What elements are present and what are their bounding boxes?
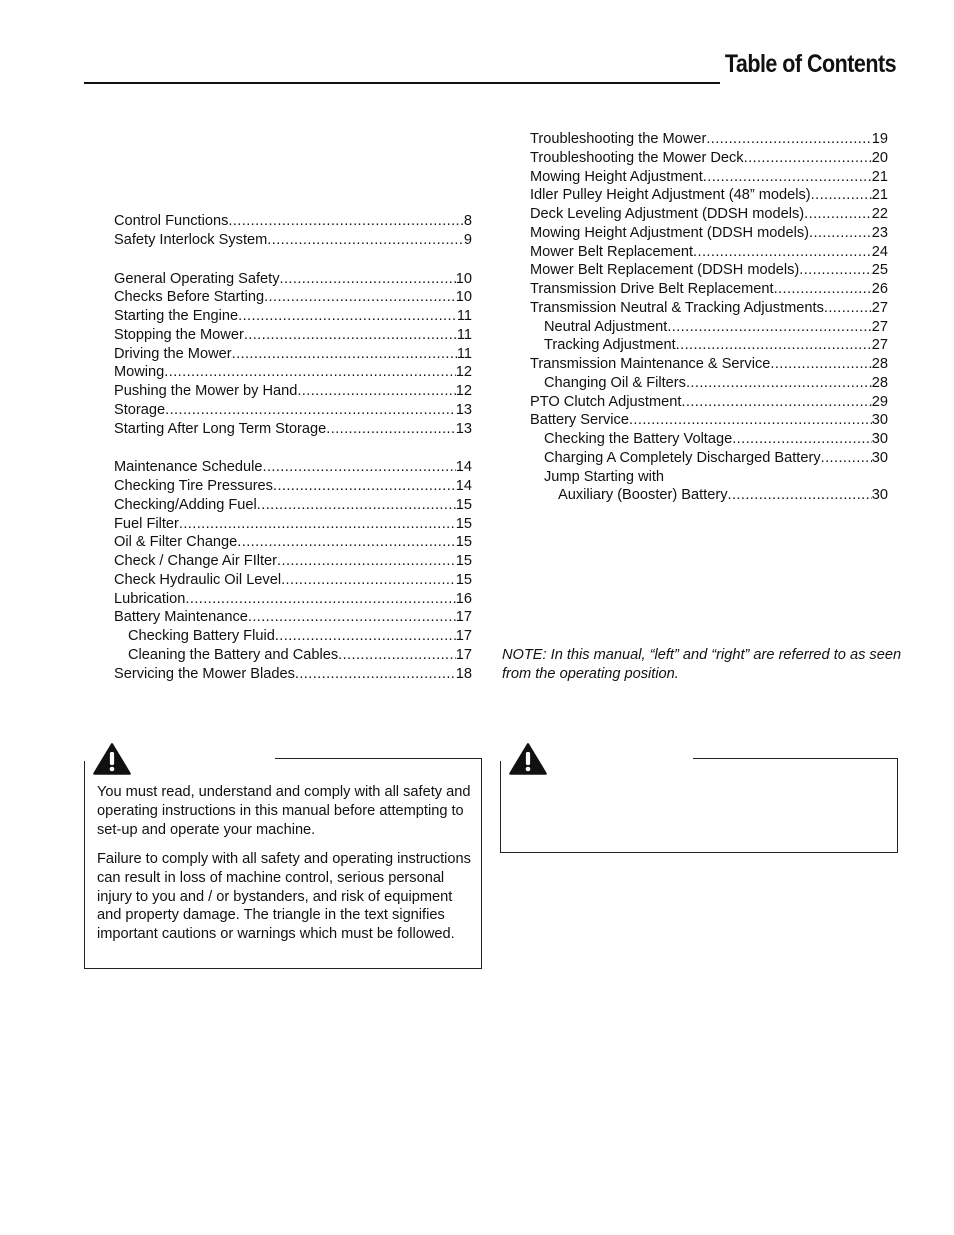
toc-entry[interactable] (114, 382, 472, 401)
warning-paragraph: Failure to comply with all safety and operating instructions can result in loss of machine control, serious personal injury to you and / or bystanders, and risk of equipment and property damage. The triangle in the text signifies important cautions or warnings which must be followed. (97, 850, 471, 943)
toc-entry[interactable] (530, 336, 888, 355)
toc-right-column (530, 130, 888, 505)
toc-entry[interactable] (530, 243, 888, 262)
toc-entry-label: Transmission Neutral & Tracking Adjustments (530, 299, 824, 316)
toc-dot-leader (281, 571, 456, 590)
toc-dot-leader (295, 665, 456, 684)
toc-entry-label: Stopping the Mower (114, 326, 244, 343)
toc-entry[interactable] (114, 326, 472, 345)
toc-entry-label: Maintenance Schedule (114, 459, 263, 476)
toc-dot-leader (297, 382, 455, 401)
toc-entry-label: Servicing the Mower Blades (114, 665, 295, 682)
toc-entry-label: Battery Service (530, 412, 629, 429)
title-rule (84, 82, 720, 84)
toc-entry-label: Driving the Mower (114, 345, 232, 362)
toc-page-number: 30 (871, 431, 888, 447)
toc-dot-leader (280, 270, 456, 289)
toc-page-number: 23 (871, 224, 888, 241)
toc-entry[interactable] (114, 231, 472, 250)
toc-entry-label: Pushing the Mower by Hand (114, 383, 298, 399)
toc-entry-label: Troubleshooting the Mower (530, 131, 707, 147)
toc-dot-leader (185, 590, 455, 609)
toc-page-number: 15 (455, 553, 472, 569)
toc-entry[interactable] (114, 646, 472, 665)
toc-entry[interactable] (530, 468, 888, 487)
toc-page-number: 27 (871, 299, 888, 316)
warning-text-left (97, 783, 473, 954)
toc-page-number: 10 (455, 270, 472, 287)
toc-entry[interactable] (114, 665, 472, 684)
toc-page-number: 17 (455, 628, 472, 644)
toc-dot-leader (676, 336, 872, 355)
page-title: Table of Contents (724, 50, 896, 78)
toc-entry-label: Safety Interlock System (114, 231, 268, 248)
toc-page-number: 15 (455, 534, 472, 551)
toc-page-number: 16 (455, 590, 472, 607)
toc-dot-leader (703, 168, 872, 187)
toc-page-number: 12 (455, 383, 472, 399)
toc-page-number: 14 (455, 459, 472, 476)
toc-page-number: 26 (871, 281, 888, 297)
toc-page-number: 8 (463, 213, 472, 229)
toc-entry-label: General Operating Safety (114, 270, 280, 287)
toc-entry[interactable] (530, 168, 888, 187)
toc-dot-leader (273, 477, 456, 496)
toc-page-number: 15 (455, 571, 472, 588)
toc-entry[interactable] (114, 401, 472, 420)
toc-dot-leader (267, 231, 464, 250)
toc-page-number: 27 (871, 337, 888, 354)
toc-entry-label: Checking Tire Pressures (114, 478, 273, 494)
toc-entry-label: Charging A Completely Discharged Battery (544, 449, 821, 466)
toc-dot-leader (681, 393, 871, 412)
toc-page-number: 14 (455, 478, 472, 494)
toc-entry[interactable] (530, 374, 888, 393)
toc-dot-leader (811, 186, 872, 205)
toc-entry[interactable] (114, 477, 472, 496)
toc-dot-leader (326, 420, 455, 439)
toc-entry-label: Checks Before Starting (114, 289, 265, 306)
toc-entry-label: Lubrication (114, 590, 186, 607)
toc-entry[interactable] (114, 212, 472, 231)
toc-dot-leader (165, 401, 456, 420)
toc-entry[interactable] (114, 533, 472, 552)
toc-page-number: 11 (456, 345, 472, 362)
toc-entry[interactable] (114, 458, 472, 477)
toc-page-number: 17 (455, 609, 472, 626)
toc-group (114, 270, 472, 439)
toc-page-number: 12 (455, 364, 472, 381)
toc-entry-label: Battery Maintenance (114, 609, 248, 626)
toc-entry-label: Checking the Battery Voltage (544, 431, 733, 447)
toc-entry[interactable] (114, 496, 472, 515)
toc-entry[interactable] (530, 299, 888, 318)
toc-entry[interactable] (114, 345, 472, 364)
toc-dot-leader (262, 458, 455, 477)
toc-page-number: 13 (455, 401, 472, 418)
toc-page-number: 27 (871, 318, 888, 335)
toc-dot-leader (629, 411, 872, 430)
toc-entry[interactable] (114, 571, 472, 590)
toc-dot-leader (257, 496, 456, 515)
toc-dot-leader (228, 212, 464, 231)
toc-dot-leader (244, 326, 457, 345)
toc-page-number: 30 (871, 412, 888, 429)
toc-entry[interactable] (530, 355, 888, 374)
toc-entry[interactable] (530, 449, 888, 468)
toc-dot-leader (338, 646, 456, 665)
toc-entry-label: Idler Pulley Height Adjustment (48” models) (530, 187, 811, 204)
toc-entry-label: Starting the Engine (114, 308, 239, 324)
toc-dot-leader (728, 486, 872, 505)
toc-entry[interactable] (114, 627, 472, 646)
toc-dot-leader (824, 299, 872, 318)
toc-entry-label: Fuel Filter (114, 515, 179, 532)
toc-page-number: 17 (455, 646, 472, 663)
toc-entry-label: Deck Leveling Adjustment (DDSH models) (530, 206, 805, 222)
toc-dot-leader (275, 627, 456, 646)
toc-entry-label: Transmission Maintenance & Service (530, 356, 771, 372)
toc-entry-label: Storage (114, 401, 166, 418)
toc-entry-label: Troubleshooting the Mower Deck (530, 149, 744, 166)
toc-page-number: 20 (871, 149, 888, 166)
toc-dot-leader (164, 363, 455, 382)
toc-entry-label: Control Functions (114, 213, 229, 229)
toc-dot-leader (809, 224, 872, 243)
toc-entry[interactable] (530, 430, 888, 449)
toc-entry-label: Mowing Height Adjustment (530, 168, 703, 185)
toc-entry-label: Starting After Long Term Storage (114, 420, 327, 437)
toc-entry-label: Check Hydraulic Oil Level (114, 571, 282, 588)
toc-page-number: 22 (871, 206, 888, 222)
toc-page-number: 15 (455, 496, 472, 513)
toc-entry[interactable] (114, 515, 472, 534)
toc-dot-leader (237, 533, 455, 552)
toc-page-number: 30 (871, 487, 888, 504)
toc-entry[interactable] (114, 420, 472, 439)
toc-entry[interactable] (530, 280, 888, 299)
toc-entry[interactable] (530, 261, 888, 280)
toc-entry[interactable] (530, 205, 888, 224)
warning-paragraph: You must read, understand and comply with all safety and operating instructions in this manual before attempting to set-up and operate your machine. (97, 784, 471, 838)
toc-page-number: 28 (871, 374, 888, 391)
toc-entry-label: Checking/Adding Fuel (114, 496, 257, 513)
warning-box-right (500, 758, 898, 853)
warning-triangle-icon (509, 743, 547, 780)
toc-entry[interactable] (530, 411, 888, 430)
toc-page-number: 29 (871, 393, 888, 410)
toc-dot-leader (232, 345, 457, 364)
toc-entry-label: Neutral Adjustment (544, 318, 668, 335)
toc-entry-label: Mower Belt Replacement (530, 243, 694, 260)
toc-entry-label: Checking Battery Fluid (128, 628, 275, 644)
toc-entry-label: Oil & Filter Change (114, 534, 238, 551)
toc-entry[interactable] (114, 552, 472, 571)
toc-entry[interactable] (114, 590, 472, 609)
toc-page-number: 18 (455, 665, 472, 682)
toc-dot-leader (264, 288, 456, 307)
toc-entry-label: PTO Clutch Adjustment (530, 393, 682, 410)
toc-page-number: 9 (463, 231, 472, 248)
toc-entry-label: Cleaning the Battery and Cables (128, 646, 339, 663)
toc-dot-leader (732, 430, 872, 449)
toc-entry[interactable] (530, 224, 888, 243)
toc-entry-label: Mower Belt Replacement (DDSH models) (530, 262, 800, 279)
toc-entry[interactable] (114, 288, 472, 307)
toc-entry[interactable] (530, 486, 888, 505)
toc-dot-leader (804, 205, 872, 224)
toc-entry[interactable] (114, 608, 472, 627)
toc-entry-label: Mowing (114, 364, 165, 381)
warning-box-left (84, 758, 482, 969)
toc-entry-label: Auxiliary (Booster) Battery (558, 487, 728, 504)
toc-page-number: 11 (456, 326, 472, 343)
toc-entry-label: Changing Oil & Filters (544, 374, 686, 391)
toc-page-number: 21 (871, 187, 888, 204)
toc-dot-leader (706, 130, 871, 149)
toc-page-number: 28 (871, 356, 888, 372)
warning-triangle-icon (93, 743, 131, 780)
toc-dot-leader (667, 318, 871, 337)
toc-dot-leader (744, 149, 872, 168)
toc-dot-leader (686, 374, 872, 393)
toc-page-number: 30 (871, 449, 888, 466)
toc-dot-leader (693, 243, 872, 262)
toc-page-number: 21 (871, 168, 888, 185)
toc-group (114, 458, 472, 683)
toc-entry[interactable] (530, 130, 888, 149)
toc-dot-leader (238, 307, 457, 326)
toc-entry-label: Mowing Height Adjustment (DDSH models) (530, 224, 810, 241)
toc-entry-label: Jump Starting with (544, 468, 665, 485)
toc-page-number: 15 (455, 515, 472, 532)
toc-entry[interactable] (530, 318, 888, 337)
toc-page-number: 25 (871, 262, 888, 279)
toc-dot-leader (770, 355, 871, 374)
toc-page-number: 24 (871, 243, 888, 260)
toc-entry[interactable] (530, 393, 888, 412)
toc-entry[interactable] (114, 363, 472, 382)
toc-entry[interactable] (114, 270, 472, 289)
toc-entry-label: Tracking Adjustment (544, 337, 676, 354)
toc-entry[interactable] (530, 186, 888, 205)
toc-dot-leader (821, 449, 872, 468)
toc-entry-label: Transmission Drive Belt Replacement (530, 281, 774, 297)
toc-dot-leader (774, 280, 872, 299)
toc-left-column (114, 212, 472, 683)
toc-entry-label: Check / Change Air FIlter (114, 553, 278, 569)
toc-entry[interactable] (114, 307, 472, 326)
toc-dot-leader (799, 261, 872, 280)
toc-page-number: 10 (455, 289, 472, 306)
orientation-note: NOTE: In this manual, “left” and “right” are referred to as seen from the operating position. (502, 647, 902, 682)
toc-dot-leader (179, 515, 456, 534)
toc-dot-leader (277, 552, 456, 571)
toc-group (114, 212, 472, 250)
toc-page-number: 13 (455, 420, 472, 437)
toc-entry[interactable] (530, 149, 888, 168)
toc-dot-leader (248, 608, 456, 627)
toc-page-number: 11 (456, 308, 472, 324)
toc-page-number: 19 (871, 131, 888, 147)
